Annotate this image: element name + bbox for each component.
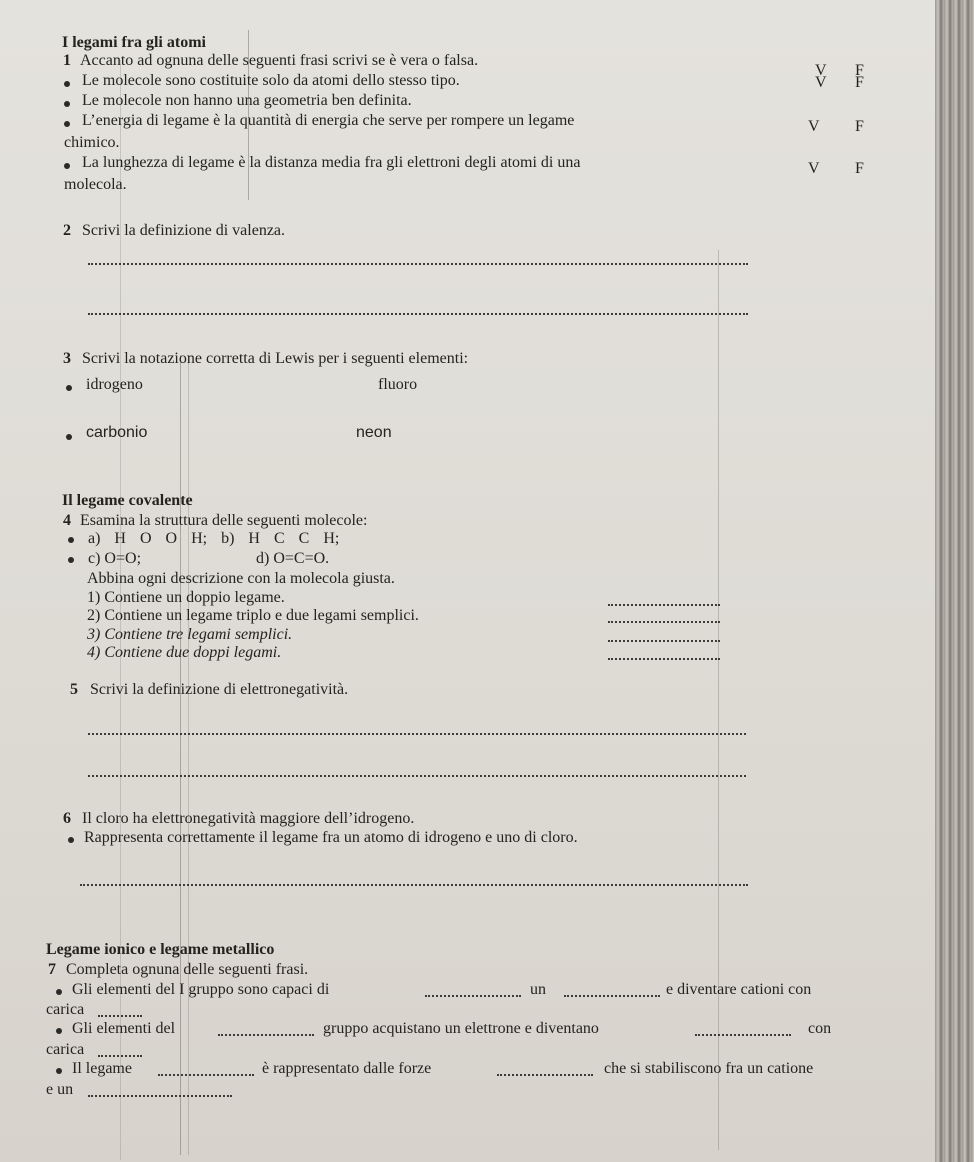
- statement-continued: chimico.: [64, 134, 120, 151]
- sentence-part: carica: [46, 1041, 85, 1058]
- question-number: 5: [70, 681, 78, 698]
- sentence-part: e un: [46, 1081, 74, 1098]
- blank-field[interactable]: [564, 995, 660, 997]
- sentence-part: un: [530, 981, 546, 998]
- false-option: F: [855, 74, 864, 91]
- section-title: Legame ionico e legame metallico: [46, 941, 275, 958]
- sentence-part: Il legame: [72, 1060, 132, 1077]
- question-prompt: Il cloro ha elettronegatività maggiore dell’idrogeno.: [82, 810, 415, 827]
- bullet-icon: [64, 163, 70, 169]
- bullet-icon: [56, 989, 62, 995]
- answer-line[interactable]: [608, 640, 720, 642]
- question-prompt: Scrivi la definizione di elettronegatività.: [90, 681, 349, 698]
- bullet-icon: [64, 121, 70, 127]
- description: 2) Contiene un legame triplo e due legami semplici.: [87, 607, 419, 624]
- sentence-part: e diventare cationi con: [666, 981, 812, 998]
- sentence-part: Gli elementi del: [72, 1020, 176, 1037]
- blank-field[interactable]: [98, 1015, 142, 1017]
- element-name: neon: [356, 424, 392, 441]
- answer-line[interactable]: [80, 884, 748, 886]
- sentence-part: che si stabiliscono fra un catione: [604, 1060, 814, 1077]
- answer-line[interactable]: [608, 621, 720, 623]
- description: 4) Contiene due doppi legami.: [87, 644, 282, 661]
- molecule-formulas: a) H O O H; b) H C C H;: [88, 530, 340, 547]
- bullet-icon: [56, 1028, 62, 1034]
- section-title: I legami fra gli atomi: [62, 34, 206, 51]
- description: 1) Contiene un doppio legame.: [87, 589, 285, 606]
- molecule-formula: d) O=C=O.: [256, 550, 330, 567]
- statement: L’energia di legame è la quantità di energia che serve per rompere un legame: [82, 112, 575, 129]
- true-option: V: [815, 74, 827, 91]
- question-prompt: Completa ognuna delle seguenti frasi.: [66, 961, 309, 978]
- blank-field[interactable]: [695, 1034, 791, 1036]
- question-number: 7: [48, 961, 56, 978]
- question-prompt: Esamina la struttura delle seguenti molecole:: [80, 512, 368, 529]
- false-option: F: [855, 118, 864, 135]
- bullet-icon: [68, 557, 74, 563]
- blank-field[interactable]: [88, 1095, 232, 1097]
- bullet-icon: [68, 837, 74, 843]
- blank-field[interactable]: [158, 1074, 254, 1076]
- bullet-icon: [66, 385, 72, 391]
- question-number: 2: [63, 222, 71, 239]
- question-prompt: Scrivi la definizione di valenza.: [82, 222, 286, 239]
- blank-field[interactable]: [98, 1055, 142, 1057]
- bullet-icon: [64, 101, 70, 107]
- answer-line[interactable]: [88, 733, 746, 735]
- page-edge: [935, 0, 974, 1162]
- section-title: Il legame covalente: [62, 492, 193, 509]
- statement-continued: molecola.: [64, 176, 127, 193]
- answer-line[interactable]: [88, 263, 748, 265]
- bullet-icon: [64, 81, 70, 87]
- element-name: carbonio: [86, 424, 148, 441]
- true-option: V: [808, 118, 820, 135]
- fold-line: [180, 355, 181, 1155]
- bullet-icon: [66, 434, 72, 440]
- sentence-part: carica: [46, 1001, 85, 1018]
- sentence-part: è rappresentato dalle forze: [262, 1060, 432, 1077]
- sentence-part: con: [808, 1020, 832, 1037]
- question-number: 4: [63, 512, 71, 529]
- false-option: F: [855, 62, 864, 79]
- fold-line: [188, 355, 189, 1155]
- answer-line[interactable]: [88, 313, 748, 315]
- element-name: fluoro: [378, 376, 418, 393]
- fold-line: [718, 250, 719, 1150]
- instruction: Abbina ogni descrizione con la molecola giusta.: [87, 570, 395, 587]
- statement: Le molecole non hanno una geometria ben definita.: [82, 92, 412, 109]
- element-name: idrogeno: [86, 376, 143, 393]
- bullet-icon: [68, 537, 74, 543]
- question-number: 3: [63, 350, 71, 367]
- question-prompt: Scrivi la notazione corretta di Lewis per i seguenti elementi:: [82, 350, 469, 367]
- answer-line[interactable]: [608, 604, 720, 606]
- sentence-part: Gli elementi del I gruppo sono capaci di: [72, 981, 330, 998]
- answer-line[interactable]: [88, 775, 746, 777]
- statement: Le molecole sono costituite solo da atomi dello stesso tipo.: [82, 72, 460, 89]
- statement: La lunghezza di legame è la distanza media fra gli elettroni degli atomi di una: [82, 154, 581, 171]
- blank-field[interactable]: [425, 995, 521, 997]
- question-number: 1: [63, 52, 71, 69]
- true-option: V: [808, 160, 820, 177]
- blank-field[interactable]: [497, 1074, 593, 1076]
- bullet-icon: [56, 1068, 62, 1074]
- molecule-formula: c) O=O;: [88, 550, 142, 567]
- statement: Rappresenta correttamente il legame fra un atomo di idrogeno e uno di cloro.: [84, 829, 578, 846]
- description: 3) Contiene tre legami semplici.: [87, 626, 293, 643]
- answer-line[interactable]: [608, 658, 720, 660]
- sentence-part: gruppo acquistano un elettrone e diventano: [323, 1020, 599, 1037]
- question-prompt: Accanto ad ognuna delle seguenti frasi scrivi se è vera o falsa.: [80, 52, 479, 69]
- true-option: V: [815, 62, 827, 79]
- question-number: 6: [63, 810, 71, 827]
- false-option: F: [855, 160, 864, 177]
- blank-field[interactable]: [218, 1034, 314, 1036]
